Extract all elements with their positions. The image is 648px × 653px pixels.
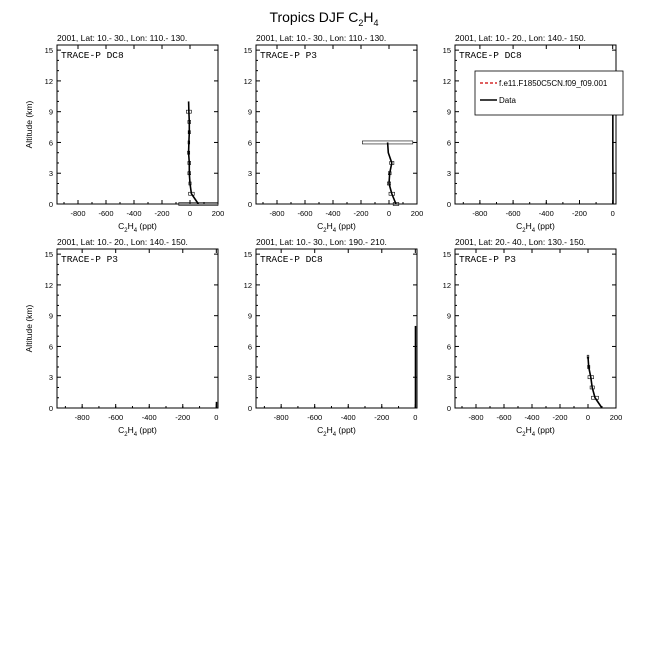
data-line [189,101,199,204]
y-tick-label: 6 [248,342,252,351]
data-line [588,357,602,408]
x-tick-label: -800 [269,209,284,218]
x-tick-label: -800 [70,209,85,218]
y-tick-label: 3 [447,373,451,382]
x-tick-label: -400 [142,413,157,422]
x-tick-label: -600 [297,209,312,218]
x-tick-label: -200 [175,413,190,422]
x-tick-label: 0 [188,209,192,218]
panel-title: 2001, Lat: 10.- 30., Lon: 110.- 130. [256,33,386,43]
y-tick-label: 3 [248,373,252,382]
x-tick-label: -600 [506,209,521,218]
x-tick-label: 200 [411,209,424,218]
plot-frame [57,45,218,204]
y-tick-label: 12 [244,281,252,290]
panel-2 [244,33,424,234]
x-tick-label: -600 [98,209,113,218]
y-tick-label: 0 [447,200,451,209]
panel-title: 2001, Lat: 10.- 20., Lon: 140.- 150. [455,33,586,43]
panel-title: 2001, Lat: 10.- 30., Lon: 190.- 210. [256,237,387,247]
y-tick-label: 0 [49,200,53,209]
y-tick-label: 9 [49,312,53,321]
x-tick-label: 0 [611,209,615,218]
panel-annotation: TRACE-P P3 [61,254,118,265]
legend [475,71,623,115]
y-tick-label: 0 [248,200,252,209]
y-tick-label: 0 [248,404,252,413]
y-tick-label: 15 [244,46,252,55]
x-axis-label: $C_2H_4$ (ppt) [516,221,555,234]
x-tick-label: -200 [374,413,389,422]
panel-annotation: TRACE-P P3 [459,254,516,265]
y-tick-label: 9 [447,108,451,117]
panels-group [24,33,623,438]
x-axis-label: $C_2H_4$ (ppt) [317,425,356,438]
legend-box [475,71,623,115]
x-tick-label: -400 [524,413,539,422]
y-tick-label: 15 [45,250,53,259]
x-tick-label: 0 [586,413,590,422]
plot-frame [57,249,218,408]
x-tick-label: 0 [214,413,218,422]
x-tick-label: 200 [610,413,623,422]
y-tick-label: 3 [49,373,53,382]
y-axis-label: Altitude (km) [24,100,34,148]
legend-label: f.e11.F1850C5CN.f09_f09.001 [499,79,608,88]
panel-title: 2001, Lat: 10.- 30., Lon: 110.- 130. [57,33,187,43]
plot-frame [256,45,417,204]
panel-title: 2001, Lat: 10.- 20., Lon: 140.- 150. [57,237,188,247]
panel-title: 2001, Lat: 20.- 40., Lon: 130.- 150. [455,237,586,247]
y-tick-label: 15 [244,250,252,259]
y-tick-label: 12 [443,281,451,290]
figure-title: Tropics DJF $C_2H_4$ [269,9,378,28]
y-tick-label: 9 [447,312,451,321]
panel-annotation: TRACE-P DC8 [61,50,124,61]
panel-5 [244,237,418,438]
x-tick-label: -800 [75,413,90,422]
x-axis-label: $C_2H_4$ (ppt) [118,425,157,438]
y-tick-label: 6 [49,138,53,147]
y-tick-label: 3 [447,169,451,178]
x-tick-label: -600 [496,413,511,422]
x-tick-label: -200 [353,209,368,218]
plot-frame [455,45,616,204]
x-tick-label: -400 [325,209,340,218]
x-tick-label: -200 [572,209,587,218]
x-axis-label: $C_2H_4$ (ppt) [516,425,555,438]
y-tick-label: 12 [244,77,252,86]
panel-1 [24,33,224,234]
y-tick-label: 9 [248,108,252,117]
x-tick-label: 200 [212,209,225,218]
y-tick-label: 6 [248,138,252,147]
x-tick-label: -200 [552,413,567,422]
y-tick-label: 0 [49,404,53,413]
plot-frame [256,249,417,408]
x-tick-label: -800 [472,209,487,218]
y-tick-label: 6 [447,342,451,351]
y-tick-label: 3 [248,169,252,178]
y-tick-label: 9 [49,108,53,117]
y-axis-label: Altitude (km) [24,304,34,352]
y-tick-label: 0 [447,404,451,413]
x-tick-label: -200 [154,209,169,218]
y-tick-label: 6 [447,138,451,147]
y-tick-label: 15 [443,46,451,55]
y-tick-label: 12 [45,77,53,86]
x-tick-label: -800 [274,413,289,422]
panel-annotation: TRACE-P DC8 [459,50,522,61]
x-tick-label: -400 [341,413,356,422]
x-tick-label: 0 [387,209,391,218]
panel-6 [443,237,623,438]
y-tick-label: 15 [443,250,451,259]
x-tick-label: 0 [413,413,417,422]
x-axis-label: $C_2H_4$ (ppt) [317,221,356,234]
y-tick-label: 3 [49,169,53,178]
panel-annotation: TRACE-P P3 [260,50,317,61]
x-tick-label: -800 [468,413,483,422]
y-tick-label: 9 [248,312,252,321]
y-tick-label: 12 [443,77,451,86]
panel-annotation: TRACE-P DC8 [260,254,323,265]
y-tick-label: 15 [45,46,53,55]
panel-3 [443,33,623,234]
x-tick-label: -400 [126,209,141,218]
legend-label: Data [499,96,516,105]
x-tick-label: -600 [307,413,322,422]
panel-4 [24,237,218,438]
y-tick-label: 6 [49,342,53,351]
x-tick-label: -600 [108,413,123,422]
y-tick-label: 12 [45,281,53,290]
x-tick-label: -400 [539,209,554,218]
x-axis-label: $C_2H_4$ (ppt) [118,221,157,234]
